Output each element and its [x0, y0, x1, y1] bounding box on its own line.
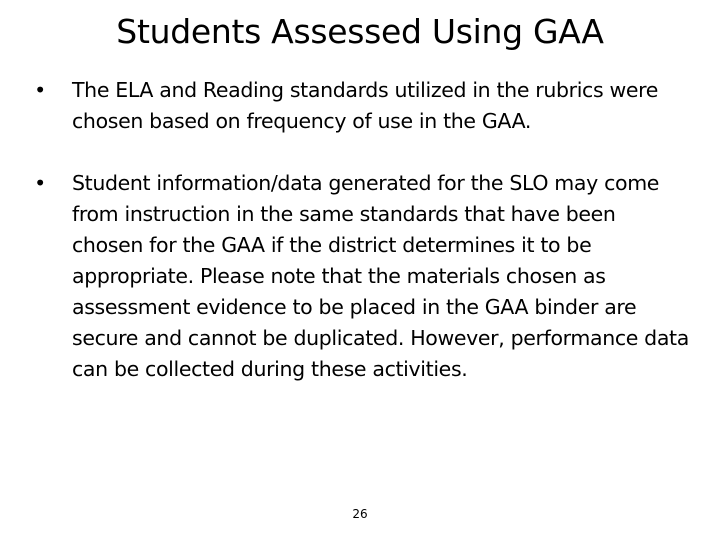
bullet-text: Student information/data generated for the SLO may come from instruction in the same standards that have been chosen for the GAA if the district determines it to be appropriate. Please note that the materials chosen as assessment evidence to be placed in the GAA binder are secure and cannot be duplicated. However, performance data can be collected during these activities.	[72, 171, 689, 381]
bullet-marker: •	[34, 171, 46, 195]
bullet-marker: •	[34, 78, 46, 102]
page-number: 26	[352, 507, 368, 521]
slide-title: Students Assessed Using GAA	[116, 12, 604, 51]
bullet-text: The ELA and Reading standards utilized in the rubrics were chosen based on frequency of use in the GAA.	[72, 78, 659, 133]
bullet-item	[30, 168, 690, 385]
bullet-item	[30, 75, 690, 137]
bullet-list	[30, 75, 690, 385]
